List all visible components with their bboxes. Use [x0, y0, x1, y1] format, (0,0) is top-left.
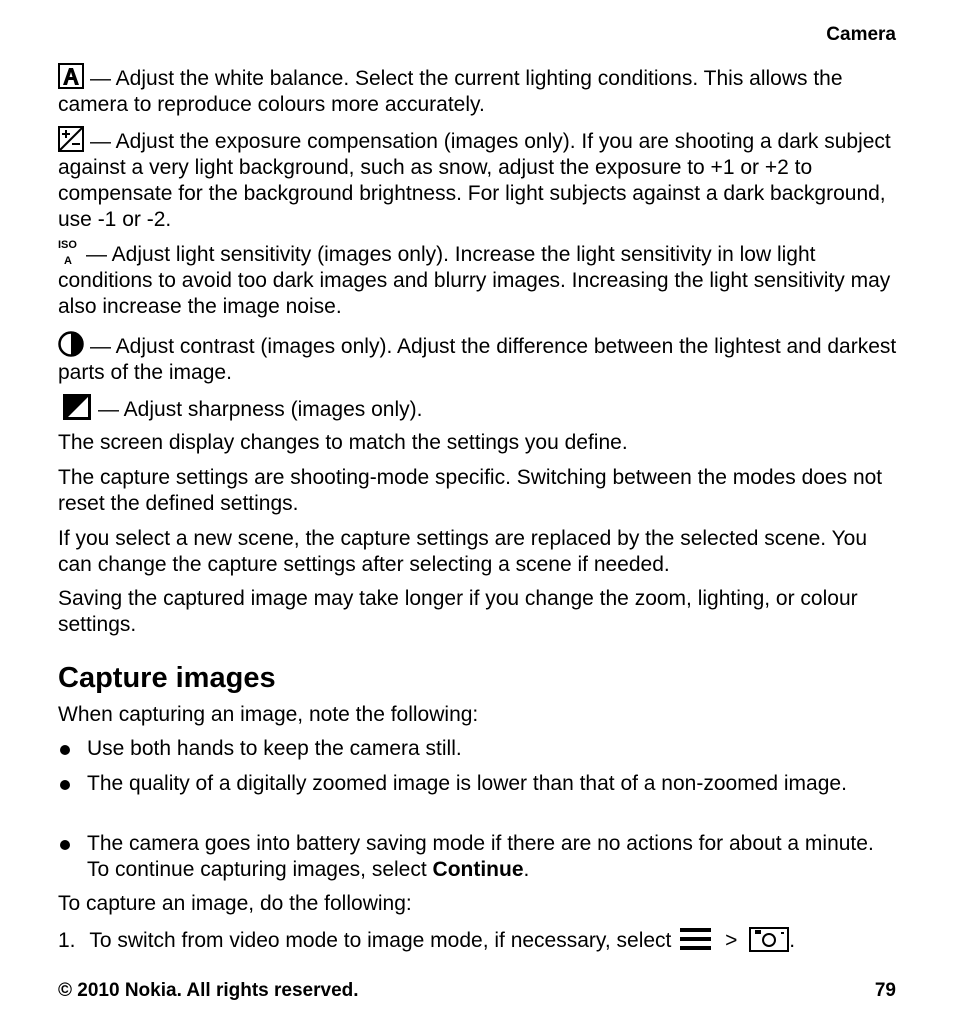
iso-text: — Adjust light sensitivity (images only). Increase the light sensitivity in low light conditions to avoid too dark images and blurry images. Increasing the light sensitivity may also increase the image noise.	[58, 243, 891, 318]
menu-icon	[679, 926, 713, 952]
exposure-icon	[58, 126, 84, 152]
paragraph: If you select a new scene, the capture settings are replaced by the selected scene. You can change the capture settings after selecting a scene if needed.	[58, 527, 868, 576]
contrast-text: — Adjust contrast (images only). Adjust the difference between the lightest and darkest parts of the image.	[58, 335, 897, 384]
exposure-text: — Adjust the exposure compensation (images only). If you are shooting a dark subject against a very light background, such as snow, adjust the exposure to +1 or +2 to compensate for the background brightness. For light subjects against a dark background, use -1 or -2.	[58, 130, 891, 231]
bullet-icon	[60, 745, 70, 755]
sharpness-icon	[62, 394, 92, 420]
bullet-icon	[60, 780, 70, 790]
white-balance-text: — Adjust the white balance. Select the current lighting conditions. This allows the camera to reproduce colours more accurately.	[58, 67, 843, 116]
white-balance-setting	[58, 63, 898, 118]
bullet-icon	[60, 840, 70, 850]
exposure-setting	[58, 126, 898, 233]
capture-intro: When capturing an image, note the following:	[58, 703, 479, 726]
paragraph: The capture settings are shooting-mode specific. Switching between the modes does not reset the defined settings.	[58, 466, 883, 515]
section-heading: Capture images	[58, 662, 276, 694]
page-number: 79	[874, 980, 896, 1001]
continue-option: Continue	[432, 858, 524, 881]
paragraph: Saving the captured image may take longer if you change the zoom, lighting, or colour settings.	[58, 587, 858, 636]
iso-setting	[58, 241, 898, 320]
step-1: 1. To switch from video mode to image mode, if necessary, select > .	[58, 926, 898, 954]
iso-icon: ISO A	[58, 239, 77, 267]
running-header: Camera	[826, 24, 896, 45]
contrast-icon	[58, 331, 84, 357]
camera-icon	[749, 926, 789, 952]
steps-intro: To capture an image, do the following:	[58, 892, 412, 915]
white-balance-icon	[58, 63, 84, 89]
contrast-setting	[58, 331, 898, 386]
copyright: © 2010 Nokia. All rights reserved.	[58, 980, 359, 1001]
sharpness-setting	[58, 394, 898, 423]
sharpness-text: — Adjust sharpness (images only).	[98, 398, 423, 421]
paragraph: The screen display changes to match the settings you define.	[58, 431, 628, 454]
